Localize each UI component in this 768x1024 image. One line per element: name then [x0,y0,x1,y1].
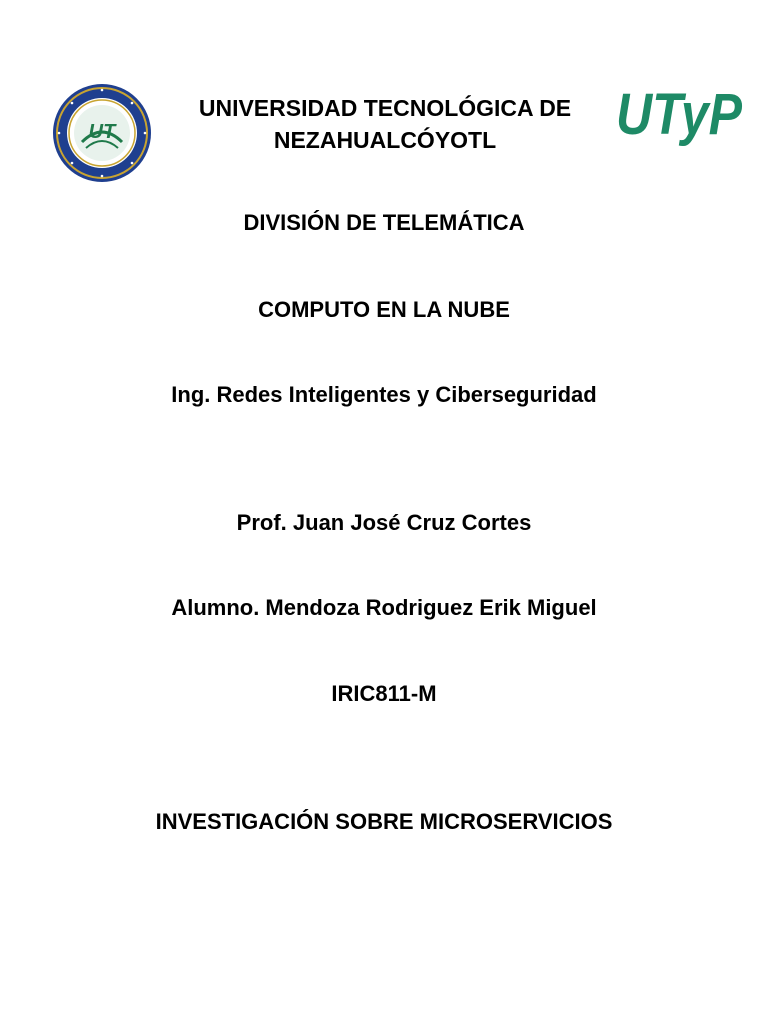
university-name [160,92,610,156]
university-name-line-1: UNIVERSIDAD TECNOLÓGICA DE [198,95,572,121]
assignment-topic: INVESTIGACIÓN SOBRE MICROSERVICIOS [155,809,613,834]
university-seal-icon [51,82,153,184]
university-name-line-2: NEZAHUALCÓYOTL [273,127,497,153]
career-name: Ing. Redes Inteligentes y Ciberseguridad [171,382,597,407]
svg-text:UTyP: UTyP [616,82,743,147]
group-code: IRIC811-M [331,681,437,706]
student-name: Alumno. Mendoza Rodriguez Erik Miguel [171,595,597,620]
utyp-logo-icon [614,82,744,147]
division-title: DIVISIÓN DE TELEMÁTICA [243,210,525,235]
svg-text:UT: UT [88,121,116,143]
course-title: COMPUTO EN LA NUBE [258,297,510,322]
professor-name: Prof. Juan José Cruz Cortes [236,510,532,535]
